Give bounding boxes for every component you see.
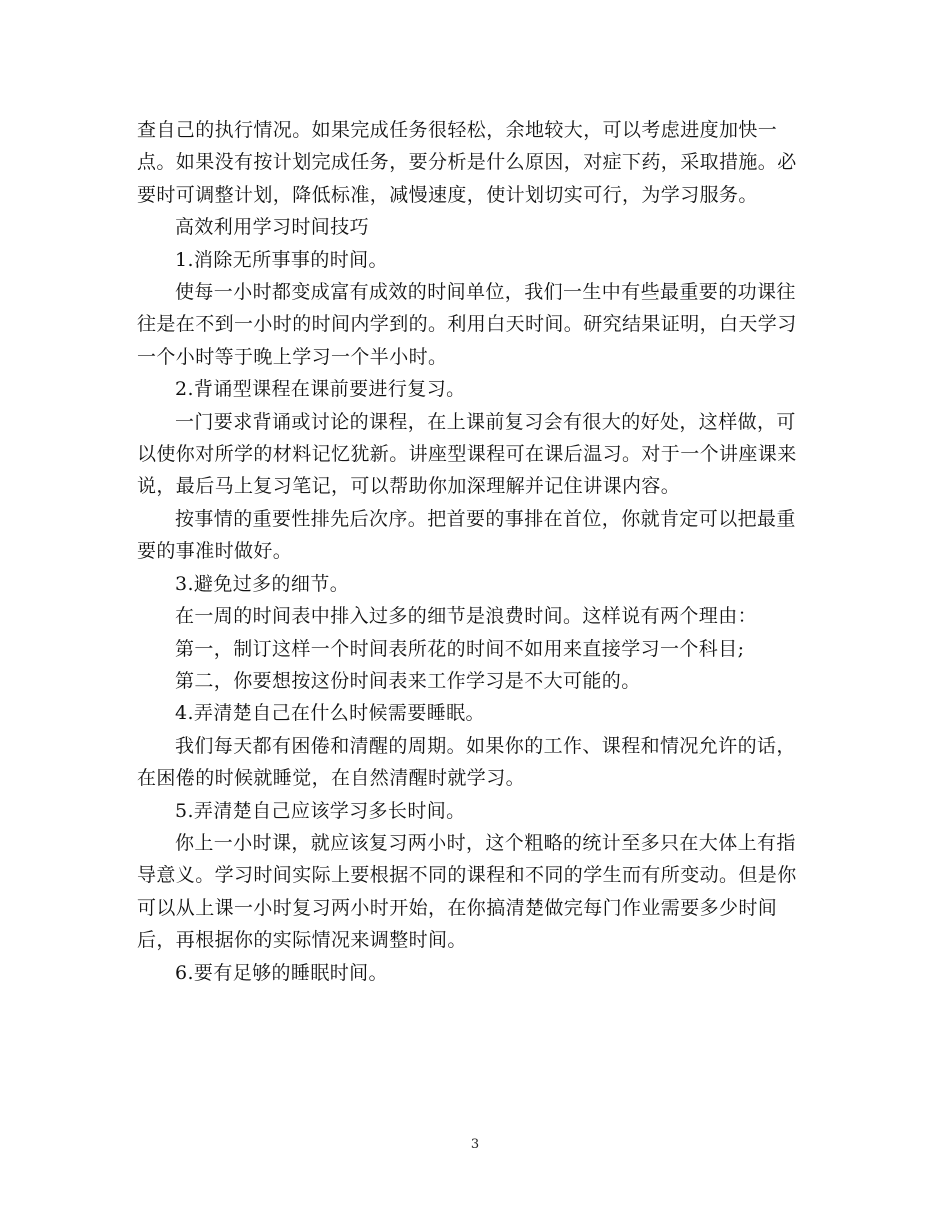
paragraph: 按事情的重要性排先后次序。把首要的事排在首位，你就肯定可以把最重要的事准时做好。	[137, 507, 796, 563]
paragraph: 你上一小时课，就应该复习两小时，这个粗略的统计至多只在大体上有指导意义。学习时间实际上要根据不同的课程和不同的学生而有所变动。但是你可以从上课一小时复习两小时开始，在你搞清楚做完每门作业需要多少时间后，再根据你的实际情况来调整时间。	[137, 831, 797, 952]
paragraph: 我们每天都有困倦和清醒的周期。如果你的工作、课程和情况允许的话，在困倦的时候就睡觉，在自然清醒时就学习。	[137, 734, 796, 790]
paragraph: 第二，你要想按这份时间表来工作学习是不大可能的。	[175, 669, 641, 692]
paragraph: 在一周的时间表中排入过多的细节是浪费时间。这样说有两个理由：	[175, 605, 758, 628]
paragraph: 一门要求背诵或讨论的课程，在上课前复习会有很大的好处，这样做，可以使你对所学的材料记忆犹新。讲座型课程可在课后温习。对于一个讲座课来说，最后马上复习笔记，可以帮助你加深理解并记住讲课内容。	[137, 410, 797, 498]
list-item-heading: 1.消除无所事事的时间。	[175, 248, 388, 271]
list-item-heading: 6.要有足够的睡眠时间。	[175, 961, 388, 984]
paragraph: 第一，制订这样一个时间表所花的时间不如用来直接学习一个科目;	[175, 637, 745, 660]
list-item-heading: 3.避免过多的细节。	[175, 572, 350, 595]
paragraph: 查自己的执行情况。如果完成任务很轻松，余地较大，可以考虑进度加快一点。如果没有按计划完成任务，要分析是什么原因，对症下药，采取措施。必要时可调整计划，降低标准，减慢速度，使计划切实可行，为学习服务。	[137, 119, 797, 206]
document-body	[137, 114, 813, 989]
paragraph: 使每一小时都变成富有成效的时间单位，我们一生中有些最重要的功课往往是在不到一小时的时间内学到的。利用白天时间。研究结果证明，白天学习一个小时等于晚上学习一个半小时。	[137, 281, 797, 368]
list-item-heading: 5.弄清楚自己应该学习多长时间。	[175, 799, 466, 822]
page-number: 3	[470, 1137, 480, 1152]
list-item-heading: 2.背诵型课程在课前要进行复习。	[175, 378, 466, 401]
list-item-heading: 4.弄清楚自己在什么时候需要睡眠。	[175, 702, 485, 725]
section-heading: 高效利用学习时间技巧	[175, 216, 370, 239]
